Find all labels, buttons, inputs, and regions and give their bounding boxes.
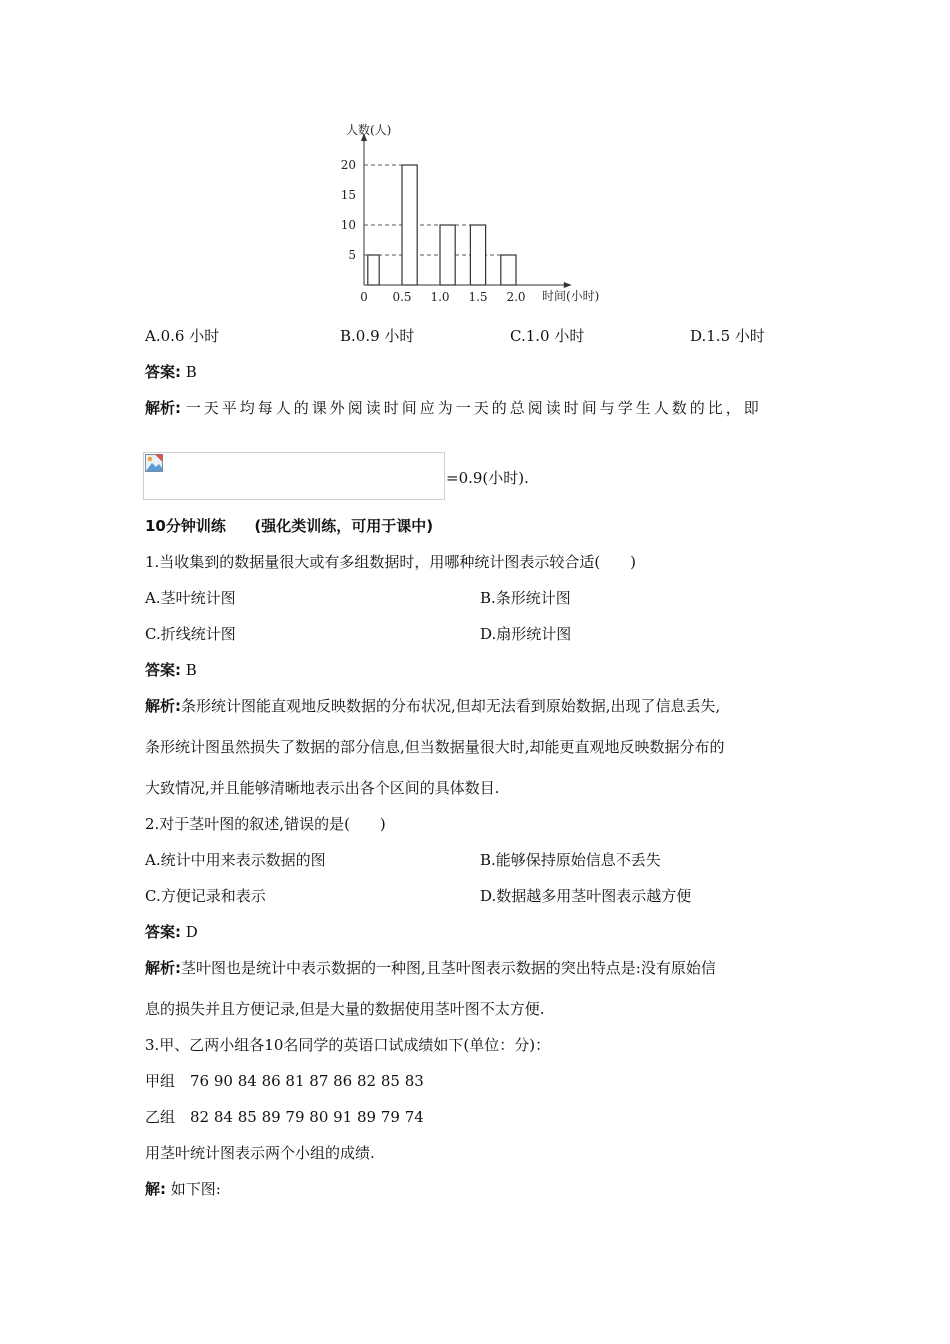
prev-answer bbox=[145, 362, 197, 382]
x-tick-label: 1.0 bbox=[430, 290, 450, 304]
formula-image-placeholder bbox=[143, 452, 445, 500]
prev-option-a: A.0.6 小时 bbox=[145, 327, 220, 345]
answer-value: D bbox=[185, 923, 198, 941]
x-axis-label: 时间(小时) bbox=[542, 289, 600, 303]
prev-analysis bbox=[145, 398, 762, 418]
histogram-bar bbox=[470, 225, 485, 285]
q1-answer bbox=[145, 660, 197, 680]
q1-option-a: A.茎叶统计图 bbox=[145, 589, 236, 607]
prev-option-b: B.0.9 小时 bbox=[340, 327, 415, 345]
histogram-bar bbox=[368, 255, 379, 285]
q2-analysis-line-1 bbox=[145, 958, 716, 978]
x-tick-label: 0.5 bbox=[392, 290, 412, 304]
formula-tail: =0.9(小时). bbox=[446, 469, 529, 487]
x-tick-label: 1.5 bbox=[468, 290, 488, 304]
analysis-text: 茎叶图也是统计中表示数据的一种图,且茎叶图表示数据的突出特点是:没有原始信 bbox=[181, 959, 716, 977]
x-tick-label: 0 bbox=[360, 290, 368, 304]
q2-option-a: A.统计中用来表示数据的图 bbox=[145, 851, 326, 869]
analysis-label: 解析: bbox=[145, 959, 181, 977]
section-subtitle: (强化类训练，可用于课中) bbox=[254, 517, 434, 535]
analysis-label: 解析: bbox=[145, 399, 181, 417]
q2-answer bbox=[145, 922, 198, 942]
section-title-line bbox=[145, 516, 433, 536]
q1-option-c: C.折线统计图 bbox=[145, 625, 236, 643]
q2-option-d: D.数据越多用茎叶图表示越方便 bbox=[480, 887, 692, 905]
analysis-text: 条形统计图能直观地反映数据的分布状况,但却无法看到原始数据,出现了信息丢失, bbox=[181, 697, 721, 715]
q1-option-d: D.扇形统计图 bbox=[480, 625, 572, 643]
x-tick-label: 2.0 bbox=[506, 290, 526, 304]
x-axis-arrow bbox=[564, 282, 572, 288]
q1-analysis-line-3: 大致情况,并且能够清晰地表示出各个区间的具体数目. bbox=[145, 779, 500, 797]
y-tick-label: 15 bbox=[340, 188, 356, 202]
q3-group-a: 甲组 76 90 84 86 81 87 86 82 85 83 bbox=[145, 1072, 424, 1090]
histogram-bar bbox=[402, 165, 417, 285]
answer-label: 答案: bbox=[145, 363, 181, 381]
analysis-label: 解析: bbox=[145, 697, 181, 715]
q3-stem: 3.甲、乙两小组各10名同学的英语口试成绩如下(单位：分)： bbox=[145, 1036, 551, 1054]
q2-option-b: B.能够保持原始信息不丢失 bbox=[480, 851, 661, 869]
broken-image-icon bbox=[145, 454, 163, 472]
y-axis-label: 人数(人) bbox=[346, 123, 392, 137]
y-tick-label: 20 bbox=[340, 158, 356, 172]
q3-task: 用茎叶统计图表示两个小组的成绩. bbox=[145, 1144, 375, 1162]
q3-solution bbox=[145, 1179, 221, 1199]
solution-text: 如下图: bbox=[170, 1180, 221, 1198]
answer-label: 答案: bbox=[145, 661, 181, 679]
q2-option-c: C.方便记录和表示 bbox=[145, 887, 266, 905]
answer-label: 答案: bbox=[145, 923, 181, 941]
answer-value: B bbox=[185, 661, 197, 679]
answer-value: B bbox=[185, 363, 197, 381]
histogram-chart bbox=[330, 115, 630, 310]
q1-analysis-line-1 bbox=[145, 696, 720, 716]
q1-stem: 1.当收集到的数据量很大或有多组数据时，用哪种统计图表示较合适( ) bbox=[145, 553, 637, 571]
prev-option-c: C.1.0 小时 bbox=[510, 327, 585, 345]
q3-group-b: 乙组 82 84 85 89 79 80 91 89 79 74 bbox=[145, 1108, 424, 1126]
q2-analysis-line-2: 息的损失并且方便记录,但是大量的数据使用茎叶图不太方便. bbox=[145, 1000, 545, 1018]
q2-stem: 2.对于茎叶图的叙述,错误的是( ) bbox=[145, 815, 386, 833]
prev-option-d: D.1.5 小时 bbox=[690, 327, 765, 345]
histogram-bar bbox=[501, 255, 516, 285]
q1-option-b: B.条形统计图 bbox=[480, 589, 571, 607]
section-title: 10分钟训练 bbox=[145, 517, 226, 535]
q1-analysis-line-2: 条形统计图虽然损失了数据的部分信息,但当数据量很大时,却能更直观地反映数据分布的 bbox=[145, 738, 725, 756]
histogram-bar bbox=[440, 225, 455, 285]
y-tick-label: 10 bbox=[340, 218, 356, 232]
solution-label: 解: bbox=[145, 1180, 166, 1198]
analysis-text: 一天平均每人的课外阅读时间应为一天的总阅读时间与学生人数的比，即 bbox=[185, 399, 762, 417]
y-tick-label: 5 bbox=[348, 248, 356, 262]
